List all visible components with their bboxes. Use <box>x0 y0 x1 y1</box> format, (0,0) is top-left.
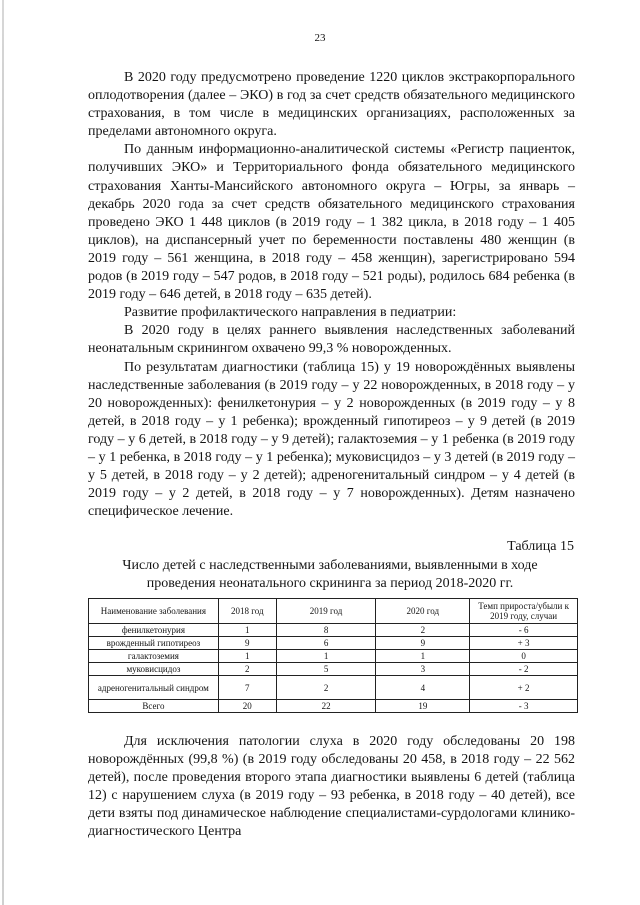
cell-disease: врожденный гипотиреоз <box>89 637 219 650</box>
cell-2018: 1 <box>218 650 276 663</box>
cell-2018: 20 <box>218 700 276 713</box>
cell-growth: 0 <box>470 650 578 663</box>
paragraph-hearing-screening: Для исключения патологии слуха в 2020 году обследованы 20 198 новорождённых (99,8 %) (в 2019 году обследованы 20 458, в 2018 году – 22 562 детей), после проведения второго этапа диагностики выявлены 6 детей (таблица 12) с нарушением слуха (в 2019 году – 93 ребенка, в 2018 году – 40 детей), все дети взяты под динамическое наблюдение специалистами-сурдологами клинико-диагностического Центра <box>88 734 575 840</box>
cell-2020: 3 <box>376 663 470 676</box>
cell-2019: 5 <box>276 663 376 676</box>
header-disease: Наименование заболевания <box>89 599 219 624</box>
cell-disease: Всего <box>89 700 219 713</box>
page-number: 23 <box>314 32 326 44</box>
cell-2019: 1 <box>276 650 376 663</box>
table-row <box>89 663 578 676</box>
cell-disease: фенилкетонурия <box>89 624 219 637</box>
body-text-top <box>88 69 575 521</box>
cell-2020: 4 <box>376 676 470 700</box>
cell-2020: 19 <box>376 700 470 713</box>
cell-growth: + 2 <box>470 676 578 700</box>
paragraph-eko-plan: В 2020 году предусмотрено проведение 1220 циклов экстракорпорального оплодотворения (далее – ЭКО) в год за счет средств обязательного медицинского страхования, в том числе в медицинских организациях, расположенных за пределами автономного округа. <box>88 70 575 140</box>
cell-2019: 8 <box>276 624 376 637</box>
hereditary-diseases-table <box>88 598 578 713</box>
table-row <box>89 650 578 663</box>
table-row <box>89 637 578 650</box>
page-edge-shadow <box>2 0 4 905</box>
cell-2019: 22 <box>276 700 376 713</box>
header-2020: 2020 год <box>376 599 470 624</box>
paragraph-screening-coverage: В 2020 году в целях раннего выявления наследственных заболеваний неонатальным скринингом охвачено 99,3 % новорожденных. <box>88 323 575 357</box>
cell-disease: адреногенитальный синдром <box>89 676 219 700</box>
cell-2020: 9 <box>376 637 470 650</box>
cell-growth: - 6 <box>470 624 578 637</box>
table-row <box>89 624 578 637</box>
cell-disease: муковисцидоз <box>89 663 219 676</box>
cell-growth: - 2 <box>470 663 578 676</box>
cell-disease: галактоземия <box>89 650 219 663</box>
paragraph-eko-results: По данным информационно-аналитической системы «Регистр пациенток, получивших ЭКО» и Территориального фонда обязательного медицинского страхования Ханты-Мансийского автономного округа – Югры, за январь – декабрь 2020 года за счет средств обязательного медицинского страхования проведено ЭКО 1 448 циклов (в 2019 году – 1 382 цикла, в 2018 году – 1 405 циклов), на диспансерный учет по беременности поставлены 480 женщин (в 2019 году – 561 женщина, в 2018 году – 458 женщин), зарегистрировано 594 родов (в 2019 году – 547 родов, в 2018 году – 521 роды), родилось 684 ребенка (в 2019 году – 646 детей, в 2018 году – 635 детей). <box>88 142 575 303</box>
table-header-row <box>89 599 578 624</box>
cell-growth: + 3 <box>470 637 578 650</box>
cell-2020: 2 <box>376 624 470 637</box>
table-total-row <box>89 700 578 713</box>
cell-2019: 6 <box>276 637 376 650</box>
table-label: Таблица 15 <box>507 539 574 554</box>
cell-2018: 9 <box>218 637 276 650</box>
cell-2019: 2 <box>276 676 376 700</box>
paragraph-pediatrics-heading: Развитие профилактического направления в педиатрии: <box>124 305 457 321</box>
cell-2018: 7 <box>218 676 276 700</box>
cell-2020: 1 <box>376 650 470 663</box>
header-2019: 2019 год <box>276 599 376 624</box>
body-text-bottom <box>88 733 575 842</box>
table-row <box>89 676 578 700</box>
header-2018: 2018 год <box>218 599 276 624</box>
cell-2018: 1 <box>218 624 276 637</box>
table-caption: Число детей с наследственными заболеваниями, выявленными в ходе проведения неонатального скрининга за период 2018-2020 гг. <box>122 558 538 591</box>
paragraph-diagnostic-results: По результатам диагностики (таблица 15) у 19 новорождённых выявлены наследственные заболевания (в 2019 году – у 22 новорожденных, в 2018 году – у 20 новорожденных): фенилкетонурия – у 2 новорожденных (в 2019 году – у 8 детей, в 2018 году – у 1 ребенка); врожденный гипотиреоз – у 9 детей (в 2019 году – у 6 детей, в 2018 году – у 9 детей); галактоземия – у 1 ребенка (в 2019 году – у 1 ребенка, в 2018 году – у 1 ребенка); муковисцидоз – у 3 детей (в 2019 году – у 5 детей, в 2018 году – у 2 детей); адреногенитальный синдром – у 4 детей (в 2019 году – у 2 детей, в 2018 году – у 7 новорожденных). Детям назначено специфическое лечение. <box>88 359 575 520</box>
cell-2018: 2 <box>218 663 276 676</box>
cell-growth: - 3 <box>470 700 578 713</box>
header-growth-rate: Темп прироста/убыли к 2019 году, случаи <box>470 599 578 624</box>
